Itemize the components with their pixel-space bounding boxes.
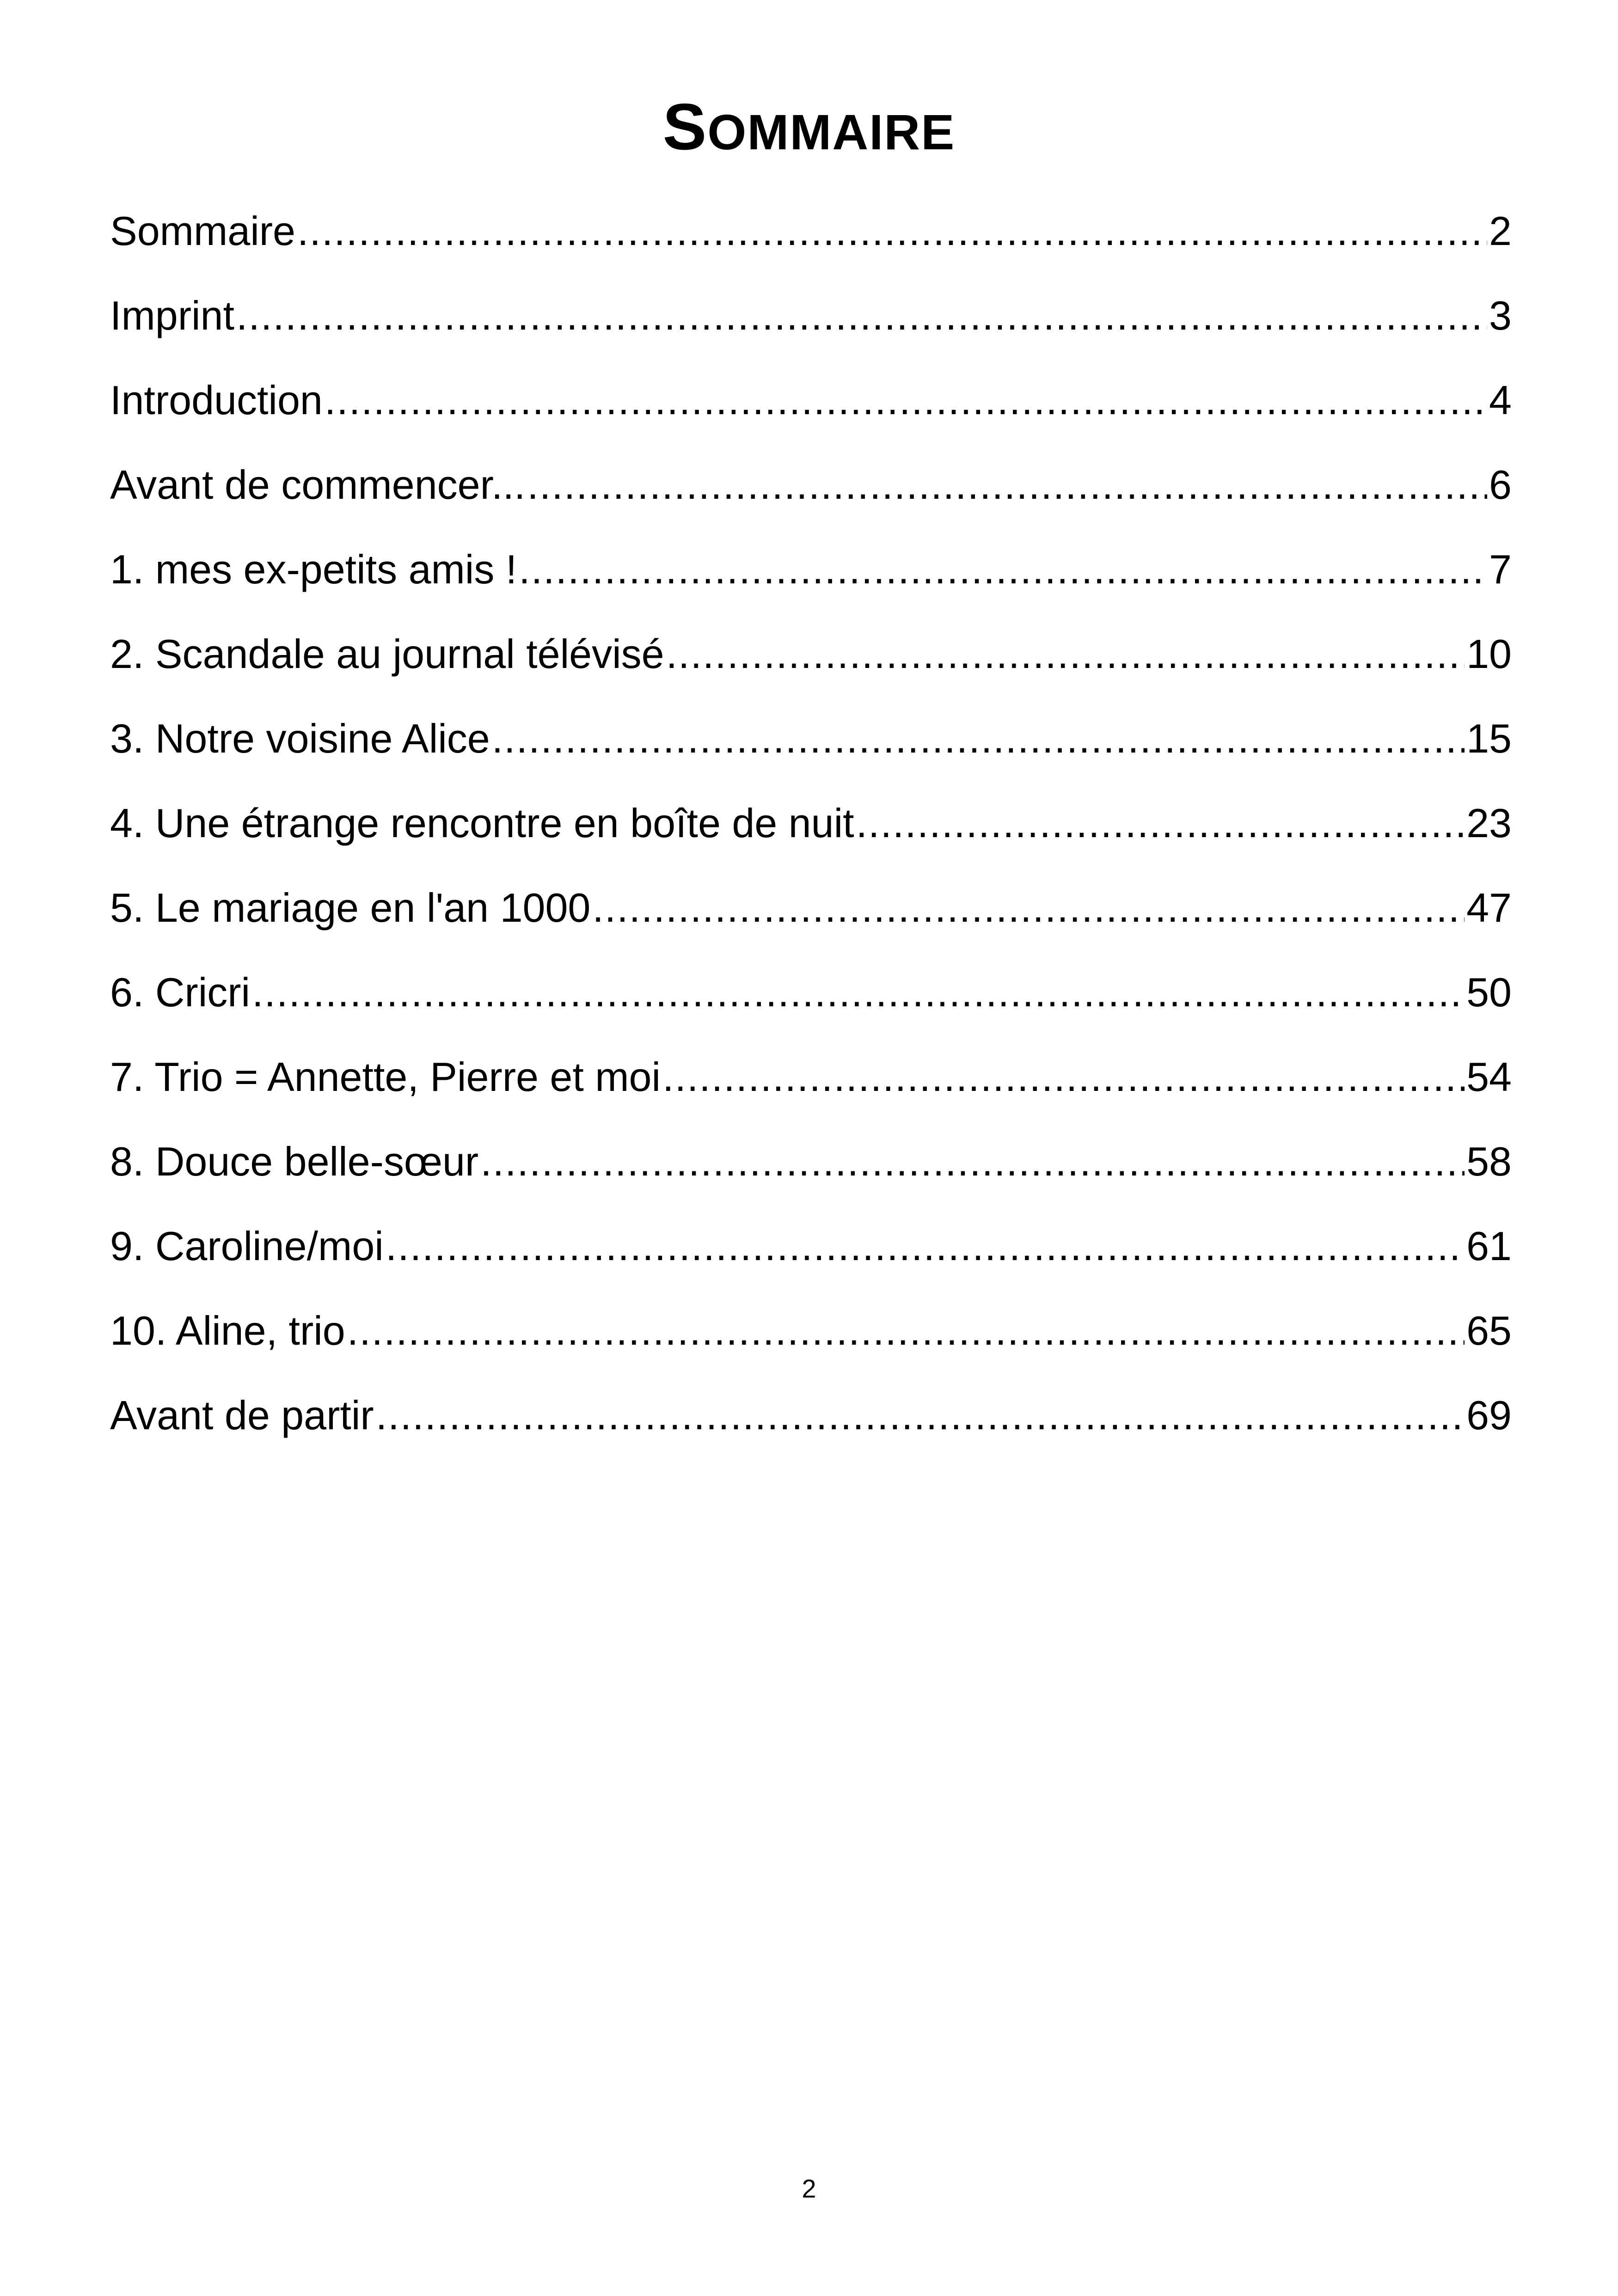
toc-entry-chapter-10[interactable] (110, 1298, 1512, 1383)
toc-entry-page: 54 (1466, 1054, 1512, 1100)
toc-entry-chapter-4[interactable] (110, 791, 1512, 876)
toc-entry-label: Avant de commencer... (110, 462, 526, 508)
toc-dot-leader (236, 283, 1487, 348)
toc-entry-sommaire[interactable] (110, 199, 1512, 283)
toc-entry-chapter-6[interactable] (110, 960, 1512, 1045)
toc-entry-label: Sommaire (110, 208, 295, 254)
toc-entry-label: 1. mes ex-petits amis ! (110, 546, 517, 592)
page-title (0, 88, 1618, 171)
toc-entry-label: 8. Douce belle-sœur (110, 1139, 479, 1184)
toc-entry-label: 5. Le mariage en l'an 1000 (110, 885, 591, 931)
toc-entry-label: 3. Notre voisine Alice (110, 716, 490, 761)
page-title-initial: S (662, 90, 708, 164)
toc-entry-page: 6 (1489, 462, 1512, 508)
toc-entry-label: 2. Scandale au journal télévisé (110, 631, 664, 677)
toc-entry-page: 23 (1466, 800, 1512, 846)
toc-dot-leader (347, 1298, 1465, 1363)
toc-entry-label: 9. Caroline/moi (110, 1223, 384, 1269)
toc-entry-chapter-8[interactable] (110, 1129, 1512, 1214)
toc-entry-introduction[interactable] (110, 368, 1512, 453)
toc-entry-label: 6. Cricri (110, 969, 251, 1015)
toc-entry-page: 4 (1489, 377, 1512, 423)
toc-entry-label: 7. Trio = Annette, Pierre et moi (110, 1054, 661, 1100)
toc-entry-chapter-5[interactable] (110, 876, 1512, 960)
toc-entry-page: 10 (1466, 631, 1512, 677)
table-of-contents (110, 199, 1512, 1468)
toc-dot-leader (592, 876, 1465, 940)
toc-entry-chapter-9[interactable] (110, 1214, 1512, 1298)
toc-dot-leader (662, 1045, 1465, 1109)
toc-entry-label: Imprint (110, 293, 234, 338)
page-title-rest: OMMAIRE (707, 104, 956, 160)
toc-entry-page: 47 (1466, 885, 1512, 931)
toc-dot-leader (480, 1129, 1465, 1194)
toc-entry-chapter-1[interactable] (110, 537, 1512, 622)
toc-dot-leader (856, 791, 1465, 856)
toc-dot-leader (376, 1383, 1465, 1448)
toc-dot-leader (666, 622, 1465, 686)
toc-entry-avant-de-partir[interactable] (110, 1383, 1512, 1468)
toc-entry-page: 3 (1489, 293, 1512, 338)
toc-entry-label: Introduction (110, 377, 323, 423)
toc-dot-leader (519, 537, 1487, 602)
toc-entry-page: 69 (1466, 1392, 1512, 1438)
toc-entry-page: 15 (1466, 716, 1512, 761)
toc-entry-chapter-2[interactable] (110, 622, 1512, 706)
toc-dot-leader (386, 1214, 1465, 1279)
toc-entry-label: 4. Une étrange rencontre en boîte de nuit (110, 800, 854, 846)
toc-entry-page: 58 (1466, 1139, 1512, 1184)
toc-dot-leader (527, 453, 1487, 517)
toc-entry-chapter-3[interactable] (110, 706, 1512, 791)
toc-dot-leader (492, 706, 1465, 771)
toc-entry-label: 10. Aline, trio (110, 1308, 345, 1353)
toc-dot-leader (325, 368, 1487, 433)
toc-entry-page: 61 (1466, 1223, 1512, 1269)
toc-entry-page: 65 (1466, 1308, 1512, 1353)
toc-dot-leader (252, 960, 1465, 1025)
toc-dot-leader (297, 199, 1487, 263)
toc-entry-page: 2 (1489, 208, 1512, 254)
toc-entry-label: Avant de partir (110, 1392, 374, 1438)
toc-entry-page: 50 (1466, 969, 1512, 1015)
toc-entry-chapter-7[interactable] (110, 1045, 1512, 1129)
toc-entry-avant-de-commencer[interactable] (110, 453, 1512, 537)
toc-entry-page: 7 (1489, 546, 1512, 592)
page-number: 2 (802, 2174, 816, 2203)
toc-entry-imprint[interactable] (110, 283, 1512, 368)
